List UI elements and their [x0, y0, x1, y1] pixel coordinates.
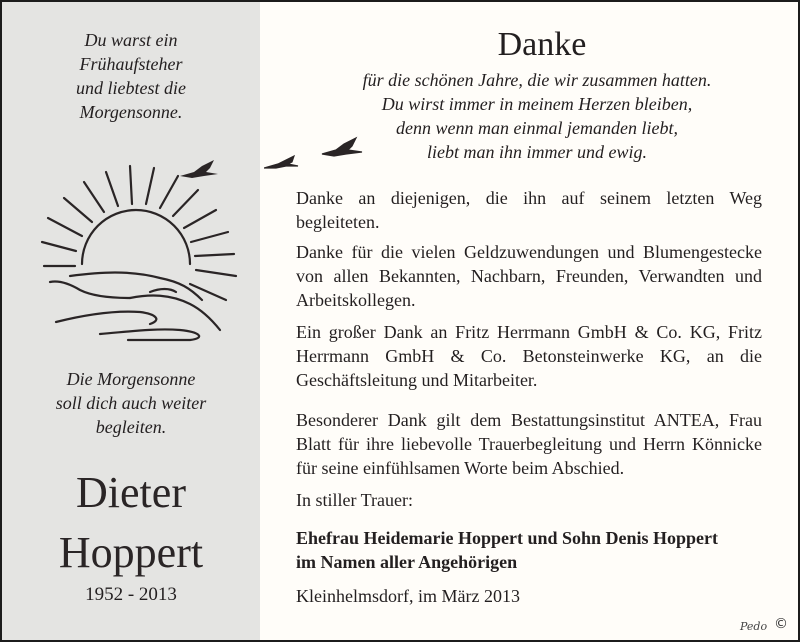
- family-line: im Namen aller Angehörigen: [296, 552, 518, 572]
- verse-bottom-line: soll dich auch weiter: [55, 393, 207, 413]
- deceased-first-name: Dieter: [76, 468, 186, 517]
- verse-top-line: Morgensonne.: [79, 102, 183, 122]
- poem-line: Du wirst immer in meinem Herzen bleiben,: [381, 94, 693, 114]
- place-date: Kleinhelmsdorf, im März 2013: [296, 586, 520, 606]
- poem: [302, 68, 772, 164]
- verse-top-line: und liebtest die: [76, 78, 186, 98]
- verse-bottom: [2, 367, 260, 439]
- designer-signature: Pedo: [740, 620, 768, 633]
- family-signature: [296, 526, 772, 574]
- poem-line: denn wenn man einmal jemanden liebt,: [396, 118, 678, 138]
- thanks-paragraph: Danke an diejenigen, die ihn auf seinem letzten Weg begleiteten.: [296, 188, 762, 232]
- verse-top-line: Du warst ein: [84, 30, 178, 50]
- left-panel: [2, 2, 260, 640]
- verse-top: [2, 28, 260, 124]
- mourning-intro: In stiller Trauer:: [296, 490, 413, 510]
- verse-bottom-line: begleiten.: [95, 417, 167, 437]
- poem-line: für die schönen Jahre, die wir zusammen hatten.: [362, 70, 712, 90]
- rising-sun-icon: [30, 154, 250, 354]
- poem-line: liebt man ihn immer und ewig.: [427, 142, 647, 162]
- thanks-paragraph: Danke für die vielen Geldzuwendungen und Blumengestecke von allen Bekannten, Nachbarn, Freunden, Verwandten und Arbeitskollegen.: [296, 242, 762, 310]
- life-years: 1952 - 2013: [85, 584, 177, 605]
- family-line: Ehefrau Heidemarie Hoppert und Sohn Denis Hoppert: [296, 528, 719, 548]
- deceased-last-name: Hoppert: [58, 528, 204, 577]
- crane-icon: [180, 160, 220, 184]
- verse-bottom-line: Die Morgensonne: [66, 369, 196, 389]
- page-title: Danke: [497, 26, 587, 63]
- thanks-paragraph: Ein großer Dank an Fritz Herrmann GmbH & Co. KG, Fritz Herrmann GmbH & Co. Betonsteinwerke KG, an die Geschäftsleitung und Mitarbeiter.: [296, 322, 762, 390]
- verse-top-line: Frühaufsteher: [79, 54, 183, 74]
- copyright-icon: ©: [774, 616, 788, 632]
- thanks-paragraph: Besonderer Dank gilt dem Bestattungsinstitut ANTEA, Frau Blatt für ihre liebevolle Trauerbegleitung und Herrn Könnicke für seine einfühlsamen Worte beim Abschied.: [296, 410, 762, 478]
